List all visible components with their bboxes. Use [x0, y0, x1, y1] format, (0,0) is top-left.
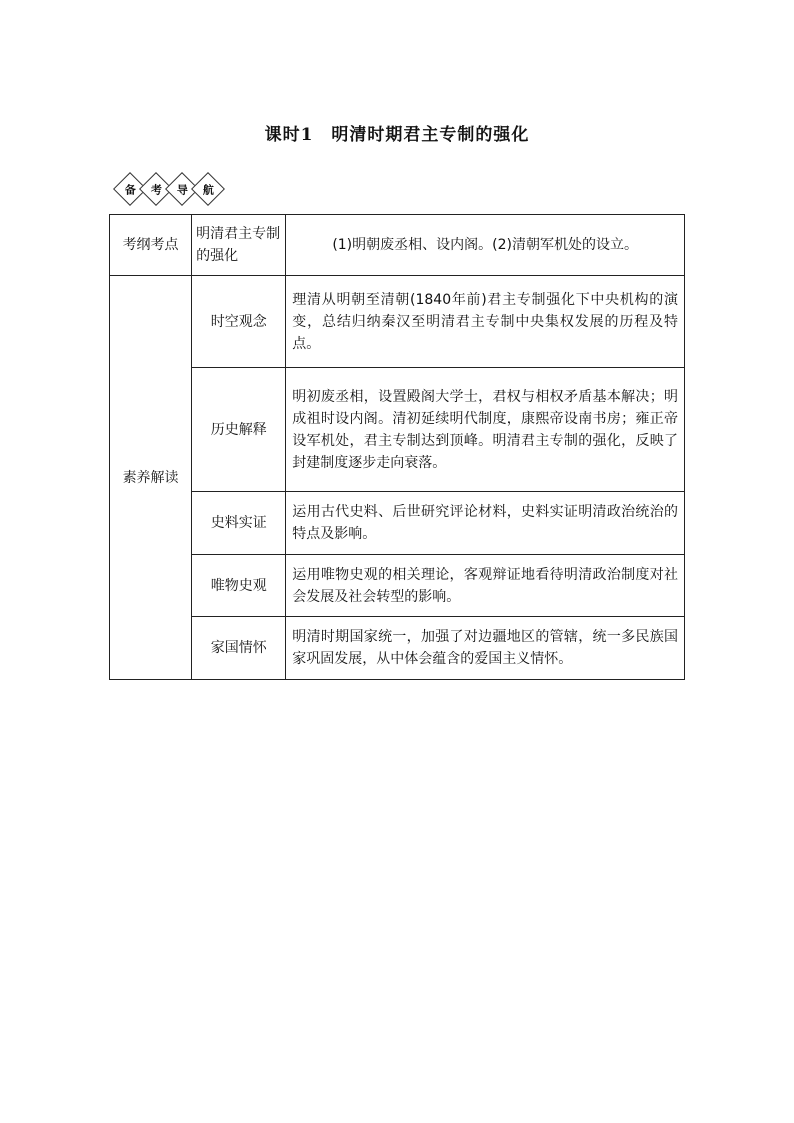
table-row: [110, 555, 685, 617]
table-row: [110, 215, 685, 276]
table-row: [110, 276, 685, 368]
table-row: [110, 492, 685, 555]
badge-char: 航: [202, 183, 214, 196]
row-text-cell: 运用古代史料、后世研究评论材料，史料实证明清政治统治的特点及影响。: [286, 492, 685, 555]
badge-char: 备: [124, 183, 136, 196]
topic-text: 明清君主专制的强化: [196, 226, 281, 264]
badge-char: 导: [176, 183, 188, 196]
row-label-cell: 史料实证: [192, 492, 286, 555]
row-text-cell: 理清从明朝至清朝(1840年前)君主专制强化下中央机构的演变，总结归纳秦汉至明清君主专制中央集权发展的历程及特点。: [286, 276, 685, 368]
table-row: [110, 617, 685, 680]
row-label-cell: 历史解释: [192, 368, 286, 492]
topic-cell: [192, 215, 286, 276]
row-header-cell: 考纲考点: [110, 215, 192, 276]
row-label-cell: 家国情怀: [192, 617, 286, 680]
table-row: [110, 368, 685, 492]
row-text-cell: 明初废丞相，设置殿阁大学士，君权与相权矛盾基本解决；明成祖时设内阁。清初延续明代制度，康熙帝设南书房；雍正帝设军机处，君主专制达到顶峰。明清君主专制的强化，反映了封建制度逐步走向衰落。: [286, 368, 685, 492]
content-table: [109, 214, 685, 680]
page-title: 课时1 明清时期君主专制的强化: [264, 125, 530, 145]
badge-diamond: [191, 172, 225, 206]
badge-char: 考: [150, 183, 162, 196]
row-text-cell: 明清时期国家统一，加强了对边疆地区的管辖，统一多民族国家巩固发展，从中体会蕴含的爱国主义情怀。: [286, 617, 685, 680]
row-label-cell: 时空观念: [192, 276, 286, 368]
topic-detail-cell: (1)明朝废丞相、设内阁。(2)清朝军机处的设立。: [286, 215, 685, 276]
section-label-cell: 素养解读: [110, 276, 192, 680]
row-label-cell: 唯物史观: [192, 555, 286, 617]
section-badge: [118, 176, 222, 202]
row-text-cell: 运用唯物史观的相关理论，客观辩证地看待明清政治制度对社会发展及社会转型的影响。: [286, 555, 685, 617]
